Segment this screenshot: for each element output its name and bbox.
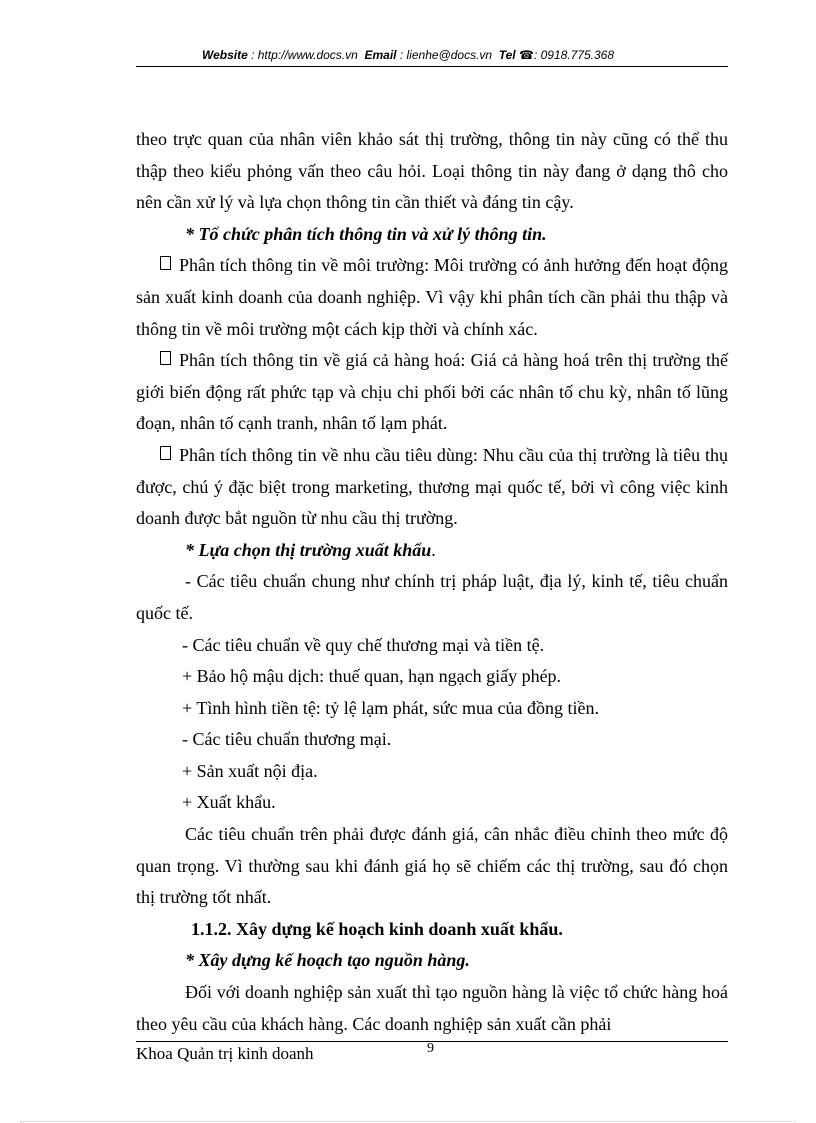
list-item: - Các tiêu chuẩn thương mại. [182,729,392,750]
website-value: : http://www.docs.vn [251,48,358,62]
page-header [0,47,816,63]
email-label: Email [364,48,397,62]
section-heading: * Tổ chức phân tích thông tin và xử lý thông tin. [185,223,547,244]
bullet-paragraph: Phân tích thông tin về nhu cầu tiêu dùng: Nhu cầu của thị trường là tiêu thụ được, chú ý đặc biệt trong marketing, thương mại quốc tế, bởi vì công việc kinh doanh được bắt nguồn từ nhu cầu thị trường. [136,444,728,529]
bullet-paragraph: Phân tích thông tin về môi trường: Môi trường có ảnh hưởng đến hoạt động sản xuất kinh doanh của doanh nghiệp. Vì vậy khi phân tích cần phải thu thập và thông tin về môi trường một cách kịp thời và chính xác. [136,255,728,339]
square-bullet-icon [160,446,171,460]
website-label: Website [201,48,248,62]
paragraph: Các tiêu chuẩn trên phải được đánh giá, cân nhắc điều chỉnh theo mức độ quan trọng. Vì thường sau khi đánh giá họ sẽ chiếm các thị trường, sau đó chọn thị trường tốt nhất. [136,824,728,908]
paragraph: theo trực quan của nhân viên khảo sát thị trường, thông tin này cũng có thể thu thập theo kiểu phỏng vấn theo câu hỏi. Loại thông tin này đang ở dạng thô cho nên cần xử lý và lựa chọn thông tin cần thiết và đáng tin cậy. [136,129,728,213]
tel-value: : 0918.775.368 [533,48,615,62]
page-edge-dots [20,1121,796,1122]
page-body [136,124,728,1040]
list-item: + Sản xuất nội địa. [182,760,318,781]
square-bullet-icon [160,256,171,270]
list-item: + Xuất khẩu. [182,792,276,813]
phone-icon: ☎ [519,48,534,62]
tel-label: Tel [498,48,516,62]
paragraph: Đối với doanh nghiệp sản xuất thì tạo nguồn hàng là việc tổ chức hàng hoá theo yêu cầu của khách hàng. Các doanh nghiệp sản xuất cần phải [136,982,728,1034]
section-title: 1.1.2. Xây dựng kế hoạch kinh doanh xuất khẩu. [191,918,563,939]
footer-department: Khoa Quản trị kinh doanh [136,1044,314,1063]
bullet-paragraph: Phân tích thông tin về giá cả hàng hoá: Giá cả hàng hoá trên thị trường thế giới biến động rất phức tạp và chịu chi phối bởi các nhân tố chu kỳ, nhân tố lũng đoạn, nhân tố cạnh tranh, nhân tố lạm phát. [136,350,728,434]
list-item: + Tình hình tiền tệ: tỷ lệ lạm phát, sức mua của đồng tiền. [182,697,599,718]
page-number: 9 [427,1041,434,1056]
square-bullet-icon [160,351,171,365]
header-rule [136,66,728,67]
section-heading: * Xây dựng kế hoạch tạo nguồn hàng. [185,950,470,971]
email-value: : lienhe@docs.vn [399,48,493,62]
section-heading: * Lựa chọn thị trường xuất khẩu. [185,539,436,560]
list-item: + Bảo hộ mậu dịch: thuế quan, hạn ngạch giấy phép. [182,666,562,687]
list-item: - Các tiêu chuẩn chung như chính trị pháp luật, địa lý, kinh tế, tiêu chuẩn quốc tế. [136,571,728,623]
list-item: - Các tiêu chuẩn về quy chế thương mại và tiền tệ. [182,634,545,655]
